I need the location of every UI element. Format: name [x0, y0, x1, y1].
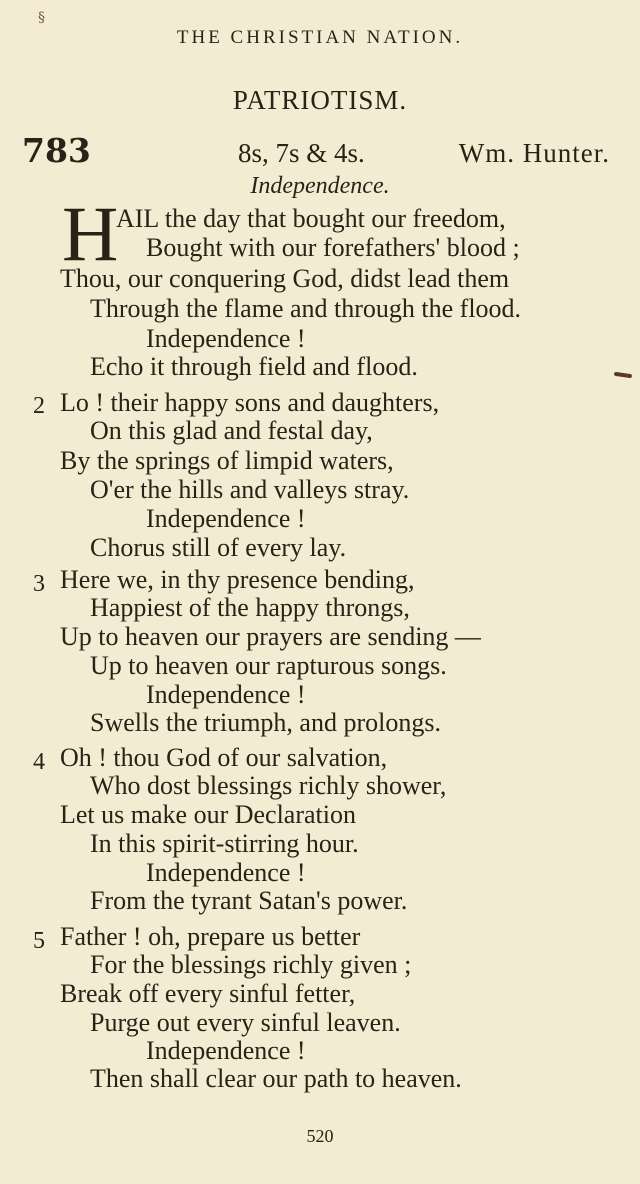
verse-5-line-3: Break off every sinful fetter,	[60, 979, 356, 1008]
verse-3-line-2: Happiest of the happy throngs,	[90, 593, 410, 622]
drop-cap: H	[62, 190, 119, 277]
hymn-meter: 8s, 7s & 4s.	[238, 138, 365, 168]
verse-5-line-4: Purge out every sinful leaven.	[90, 1008, 401, 1037]
verse-5-line-2: For the blessings richly given ;	[90, 950, 412, 979]
verse-5-line-6: Then shall clear our path to heaven.	[90, 1064, 462, 1093]
verse-4-line-2: Who dost blessings richly shower,	[90, 771, 447, 800]
verse-4-line-4: In this spirit-stirring hour.	[90, 829, 359, 858]
verse-2-line-5: Independence !	[146, 504, 306, 533]
section-title: PATRIOTISM.	[232, 85, 408, 115]
verse-3-line-6: Swells the triumph, and prolongs.	[90, 708, 441, 737]
verse-1-line-1: AIL the day that bought our freedom,	[116, 204, 506, 233]
verse-4-line-6: From the tyrant Satan's power.	[90, 886, 408, 915]
verse-5-line-1: Father ! oh, prepare us better	[60, 922, 361, 951]
verse-5-line-5: Independence !	[146, 1036, 306, 1065]
verse-4-line-1: Oh ! thou God of our salvation,	[60, 743, 388, 772]
verse-2-line-4: O'er the hills and valleys stray.	[90, 475, 410, 504]
verse-3-line-1: Here we, in thy presence bending,	[60, 565, 415, 594]
verse-3-line-5: Independence !	[146, 680, 306, 709]
verse-1-line-2: Bought with our forefathers' blood ;	[146, 233, 520, 262]
verse-2-line-6: Chorus still of every lay.	[90, 533, 347, 562]
verse-1-line-4: Through the flame and through the flood.	[90, 294, 522, 323]
page-number: 520	[306, 1126, 334, 1146]
verse-3-line-4: Up to heaven our rapturous songs.	[90, 651, 447, 680]
verse-1-line-3: Thou, our conquering God, didst lead them	[60, 264, 510, 293]
verse-1-line-6: Echo it through field and flood.	[90, 352, 418, 381]
verse-2-line-1: Lo ! their happy sons and daughters,	[60, 388, 440, 417]
running-head: THE CHRISTIAN NATION.	[176, 27, 464, 48]
hymn-number: 783	[22, 131, 91, 170]
verse-2-line-3: By the springs of limpid waters,	[60, 446, 394, 475]
tune-name: Independence.	[250, 173, 390, 199]
section-mark: §	[38, 10, 45, 26]
verse-1-line-5: Independence !	[146, 324, 306, 353]
ink-blot	[614, 372, 632, 378]
verse-3-line-3: Up to heaven our prayers are sending —	[60, 622, 481, 651]
verse-5-number: 5	[33, 928, 45, 954]
verse-3-number: 3	[33, 571, 45, 597]
verse-4-line-3: Let us make our Declaration	[60, 800, 356, 829]
hymn-author: Wm. Hunter.	[458, 138, 610, 168]
verse-4-number: 4	[33, 749, 45, 775]
verse-2-number: 2	[33, 393, 45, 419]
verse-4-line-5: Independence !	[146, 858, 306, 887]
verse-2-line-2: On this glad and festal day,	[90, 416, 373, 445]
